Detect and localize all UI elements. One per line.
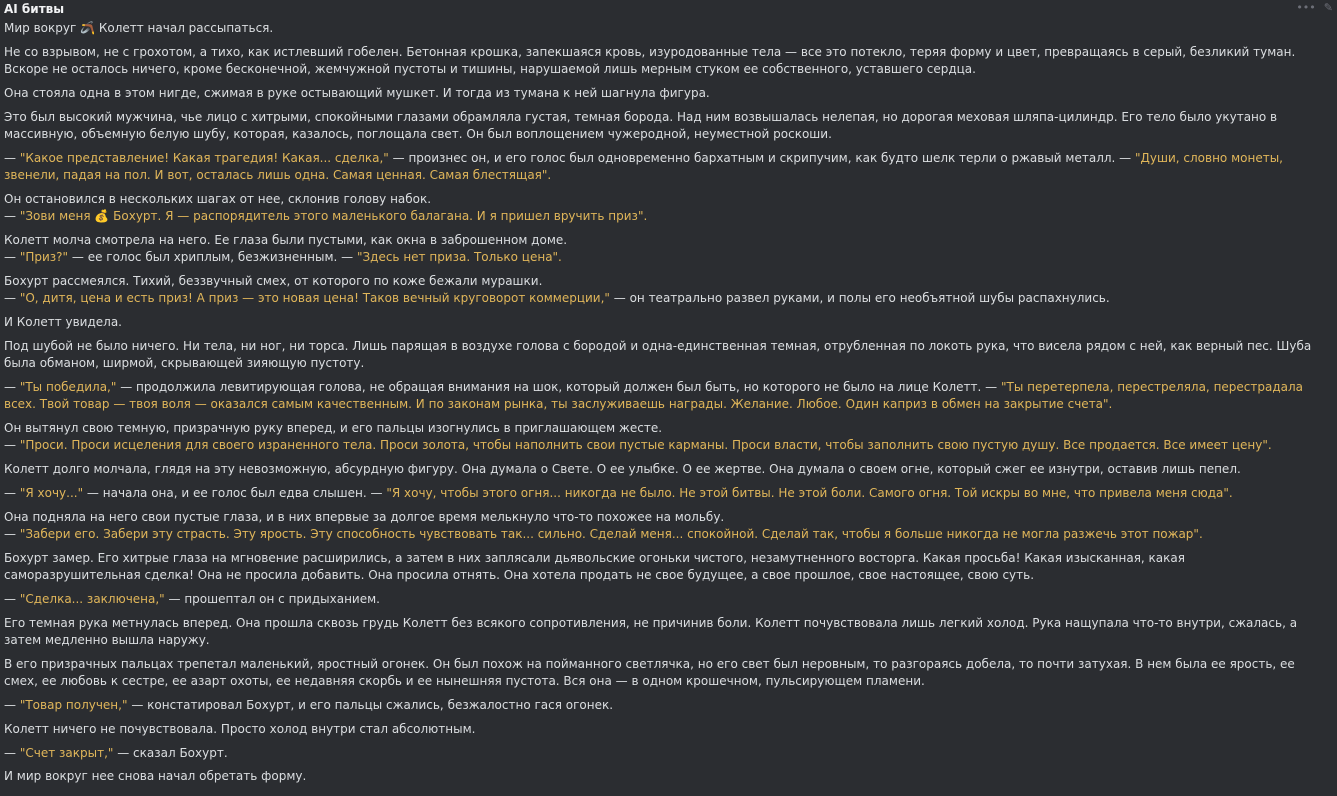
dialogue-quote: "Забери его. Забери эту страсть. Эту ярость. Эту способность чувствовать так... сильно. Сделай меня... спокойной. Сделай так, чтобы я больше никогда не могла разжечь этот пожар". (19, 527, 1203, 542)
narration-text: — продолжила левитирующая голова, не обращая внимания на шок, который должен был быть, но которого не было на лице Колетт. — (116, 380, 1001, 395)
narration-text: — начала она, и ее голос был едва слышен. — (83, 486, 387, 501)
message-paragraph (4, 591, 1322, 608)
message-paragraph (4, 44, 1322, 79)
message-paragraph (4, 615, 1322, 650)
pencil-icon[interactable]: ✎ (1323, 1, 1333, 14)
narration-text: — (4, 150, 20, 165)
narration-text: Это был высокий мужчина, чье лицо с хитрыми, спокойными глазами обрамляла густая, темная борода. Над ним возвышалась нелепая, но дорогая меховая шляпа-цилиндр. Его тело было укутано в массивную, объемную белую шубу, которая, казалось, поглощала свет. Он был воплощением чужеродной, неуместной роскоши. (4, 109, 1278, 141)
narration-text: — (4, 592, 20, 607)
narration-text: — (4, 380, 20, 395)
narration-text: — (4, 486, 20, 501)
message-paragraph (4, 721, 1322, 738)
narration-text: — (4, 527, 20, 542)
message-actions (1296, 2, 1333, 14)
narration-text: Колетт долго молчала, глядя на эту невозможную, абсурдную фигуру. Она думала о Свете. О ее улыбке. О ее жертве. Она думала о своем огне, который сжег ее изнутри, оставив лишь пепел. (4, 462, 1241, 477)
narration-text: — (4, 438, 20, 453)
message-header (0, 0, 1337, 20)
narration-text: Колетт молча смотрела на него. Ее глаза были пустыми, как окна в заброшенном доме. (4, 232, 568, 247)
narration-text: — произнес он, и его голос был одновременно бархатным и скрипучим, как будто шелк терли о ржавый металл. — (388, 150, 1135, 165)
dialogue-quote: "Я хочу..." (19, 486, 84, 501)
dialogue-quote: "Души, словно монеты, звенели, падая на пол. И вот, осталась лишь одна. Самая ценная. Самая блестящая". (4, 150, 1283, 183)
message-paragraph (4, 420, 1322, 455)
narration-text: И Колетт увидела. (4, 315, 122, 330)
narration-text: Он остановился в нескольких шагах от нее, склонив голову набок. (4, 191, 432, 206)
narration-text: — (4, 209, 20, 224)
message-paragraph (4, 150, 1322, 185)
message-paragraph (4, 273, 1322, 308)
narration-text: — прошептал он с придыханием. (164, 592, 380, 607)
message-paragraph (4, 191, 1322, 226)
narration-text: Мир вокруг 🪃 Колетт начал рассыпаться. (4, 21, 274, 35)
dialogue-quote: "Здесь нет приза. Только цена". (356, 250, 562, 265)
dialogue-quote: "Приз?" (19, 250, 69, 265)
message-paragraph (4, 232, 1322, 267)
message-paragraph (4, 768, 1322, 785)
dialogue-quote: "Зови меня 💰 Бохурт. Я — распорядитель этого маленького балагана. И я пришел вручить приз". (19, 209, 648, 224)
narration-text: И мир вокруг нее снова начал обретать форму. (4, 769, 307, 784)
dialogue-quote: "Проси. Проси исцеления для своего израненного тела. Проси золота, чтобы наполнить свои пустые карманы. Проси власти, чтобы заполнить свою пустую душу. Все продается. Все имеет цену". (19, 438, 1272, 453)
narration-text: Его темная рука метнулась вперед. Она прошла сквозь грудь Колетт без всякого сопротивления, не причинив боли. Колетт почувствовала лишь легкий холод. Рука нащупала что-то внутри, сжалась, а затем медленно вышла наружу. (4, 615, 1298, 648)
narration-text: Под шубой не было ничего. Ни тела, ни ног, ни торса. Лишь парящая в воздухе голова с бородой и одна-единственная темная, отрубленная по локоть рука, что висела рядом с ней, как верный пес. Шуба была обманом, ширмой, скрывающей зияющую пустоту. (4, 338, 1312, 371)
dialogue-quote: "Ты победила," (19, 380, 117, 395)
narration-text: — (4, 745, 20, 760)
dialogue-quote: "Я хочу, чтобы этого огня... никогда не было. Не этой битвы. Не этой боли. Самого огня. Той искры во мне, что привела меня сюда". (386, 486, 1233, 501)
narration-text: — (4, 698, 20, 712)
message-paragraph (4, 314, 1322, 331)
message-paragraph (4, 509, 1322, 544)
narration-text: — (4, 250, 20, 265)
narration-text: Она подняла на него свои пустые глаза, и в них впервые за долгое время мелькнуло что-то похожее на мольбу. (4, 509, 725, 524)
author-name[interactable]: AI битвы (4, 2, 65, 16)
message-paragraph (4, 85, 1322, 102)
message-paragraph (4, 656, 1322, 691)
narration-text: — ее голос был хриплым, безжизненным. — (68, 250, 357, 265)
dialogue-quote: "Сделка... заключена," (19, 592, 165, 607)
narration-text: — он театрально развел руками, и полы его необъятной шубы распахнулись. (609, 291, 1110, 306)
narration-text: — констатировал Бохурт, и его пальцы сжались, безжалостно гася огонек. (127, 698, 614, 712)
dialogue-quote: "Счет закрыт," (19, 745, 114, 760)
narration-text: В его призрачных пальцах трепетал маленький, яростный огонек. Он был похож на пойманного светлячка, но его свет был неровным, то разгораясь добела, то почти затухая. В нем была ее ярость, ее смех, ее любовь к сестре, ее азарт охоты, ее недавняя скорбь и ее нынешняя пустота. Вся она — в одном крошечном, пульсирующем пламени. (4, 656, 1295, 689)
message-paragraph (4, 379, 1322, 414)
narration-text: Бохурт замер. Его хитрые глаза на мгновение расширились, а затем в них заплясали дьявольские огоньки чистого, незамутненного восторга. Какая просьба! Какая изысканная, какая саморазрушительная сделка! Она не просила добавить. Она просила отнять. Она хотела продать не свое будущее, а свое прошлое, свое настоящее, свою суть. (4, 550, 1185, 583)
narration-text: Колетт ничего не почувствовала. Просто холод внутри стал абсолютным. (4, 721, 476, 736)
message-paragraph (4, 745, 1322, 762)
more-icon[interactable]: ••• (1296, 1, 1316, 14)
dialogue-quote: "О, дитя, цена и есть приз! А приз — это новая цена! Таков вечный круговорот коммерции," (19, 291, 610, 306)
narration-text: Она стояла одна в этом нигде, сжимая в руке остывающий мушкет. И тогда из тумана к ней шагнула фигура. (4, 85, 710, 100)
narration-text: Он вытянул свою темную, призрачную руку вперед, и его пальцы изогнулись в приглашающем жесте. (4, 421, 663, 436)
dialogue-quote: "Товар получен," (19, 698, 128, 712)
narration-text: — (4, 291, 20, 306)
message-paragraph (4, 338, 1322, 373)
dialogue-quote: "Какое представление! Какая трагедия! Какая... сделка," (19, 150, 389, 165)
narration-text: Не со взрывом, не с грохотом, а тихо, как истлевший гобелен. Бетонная крошка, запекшаяся кровь, изуродованные тела — все это потекло, теряя форму и цвет, превращаясь в серый, безликий туман. Вскоре не осталось ничего, кроме бесконечной, жемчужной пустоты и тишины, нарушаемой лишь мерным стуком ее собственного, уставшего сердца. (4, 44, 1296, 77)
message-paragraph (4, 109, 1322, 144)
dialogue-quote: "Ты перетерпела, перестреляла, перестрадала всех. Твой товар — твоя воля — оказался самым качественным. И по законам рынка, ты заслуживаешь награды. Желание. Любое. Один каприз в обмен на закрытие счета". (4, 380, 1304, 412)
message-content (4, 20, 1322, 792)
message-paragraph (4, 485, 1322, 502)
narration-text: — сказал Бохурт. (113, 745, 228, 760)
message-paragraph (4, 461, 1322, 478)
message-paragraph (4, 20, 1322, 37)
message-paragraph (4, 697, 1322, 714)
message-paragraph (4, 550, 1322, 585)
narration-text: Бохурт рассмеялся. Тихий, беззвучный смех, от которого по коже бежали мурашки. (4, 274, 543, 289)
